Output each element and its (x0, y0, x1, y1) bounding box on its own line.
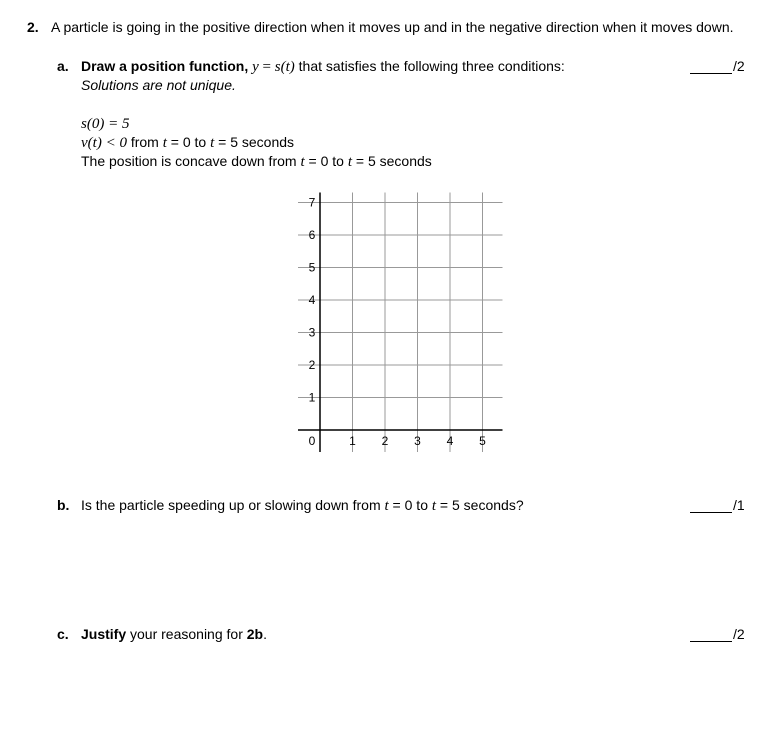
part-a-note: Solutions are not unique. (81, 77, 236, 93)
x-tick-label: 2 (381, 434, 389, 448)
position-graph[interactable] (280, 185, 510, 460)
x-tick-label: 1 (349, 434, 356, 448)
part-c-score-label: /2 (733, 626, 745, 642)
condition-3-eq2: = 5 seconds (352, 153, 432, 169)
condition-1-math: s(0) = 5 (81, 116, 130, 132)
origin-label: 0 (308, 434, 316, 448)
part-c-prompt (81, 626, 267, 643)
part-a-rest: that satisfies the following three conditions: (294, 58, 565, 74)
x-tick-label: 4 (446, 434, 454, 448)
part-a-score (690, 58, 745, 74)
part-c-score (690, 626, 745, 642)
part-b-eq2: = 5 seconds? (436, 497, 524, 513)
y-tick-label: 3 (308, 325, 316, 340)
part-c-bold2: 2b (246, 626, 264, 642)
condition-3 (81, 153, 432, 171)
part-b-score-label: /1 (733, 497, 745, 513)
x-tick-label: 5 (479, 434, 486, 448)
part-a-prompt (81, 58, 565, 76)
y-tick-label: 1 (308, 390, 316, 405)
part-b-letter: b. (57, 497, 70, 513)
y-tick-label: 4 (308, 293, 316, 307)
graph-axes (298, 193, 503, 453)
part-b-score (690, 497, 745, 513)
condition-2-from: from (126, 134, 163, 150)
condition-2 (81, 134, 294, 152)
graph-tick-labels (309, 196, 487, 449)
condition-3-text: The position is concave down from (81, 153, 301, 169)
part-c-answer-blank[interactable] (690, 627, 732, 642)
part-a-score-label: /2 (733, 58, 745, 74)
part-a-eq: = (258, 59, 275, 75)
part-a-bold: Draw a position function, (81, 58, 249, 74)
condition-2-t2: t (210, 135, 215, 151)
graph-grid (298, 193, 503, 453)
condition-2-eq2: = 5 seconds (214, 134, 295, 150)
question-number: 2. (27, 19, 39, 35)
part-c-text2: . (263, 626, 267, 642)
condition-3-eq1: = 0 to (304, 153, 348, 169)
x-tick-label: 3 (414, 434, 421, 448)
question-stem: A particle is going in the positive direction when it moves up and in the negative direction when it moves down. (51, 19, 734, 35)
part-c-text1: your reasoning for (126, 626, 247, 642)
y-tick-label: 5 (308, 260, 316, 275)
condition-1 (81, 115, 129, 133)
condition-2-t1: t (162, 135, 167, 151)
part-a-s: s(t) (274, 59, 295, 75)
part-b-t1: t (384, 498, 389, 514)
condition-2-eq1: = 0 to (166, 134, 211, 150)
part-b-text: Is the particle speeding up or slowing down from (81, 497, 385, 513)
part-a-letter: a. (57, 58, 69, 74)
part-a-answer-blank[interactable] (690, 59, 732, 74)
condition-3-t1: t (300, 154, 305, 170)
part-a-y: y (252, 59, 259, 75)
part-b-eq1: = 0 to (388, 497, 432, 513)
condition-2-math: v(t) < 0 (81, 135, 127, 151)
part-c-bold1: Justify (81, 626, 127, 642)
y-tick-label: 6 (308, 228, 316, 242)
part-b-prompt (81, 497, 524, 515)
part-b-t2: t (431, 498, 437, 514)
y-tick-label: 2 (308, 358, 316, 372)
part-b-answer-blank[interactable] (690, 498, 732, 513)
y-tick-label: 7 (308, 195, 316, 210)
condition-3-t2: t (347, 154, 352, 170)
part-c-letter: c. (57, 626, 69, 642)
